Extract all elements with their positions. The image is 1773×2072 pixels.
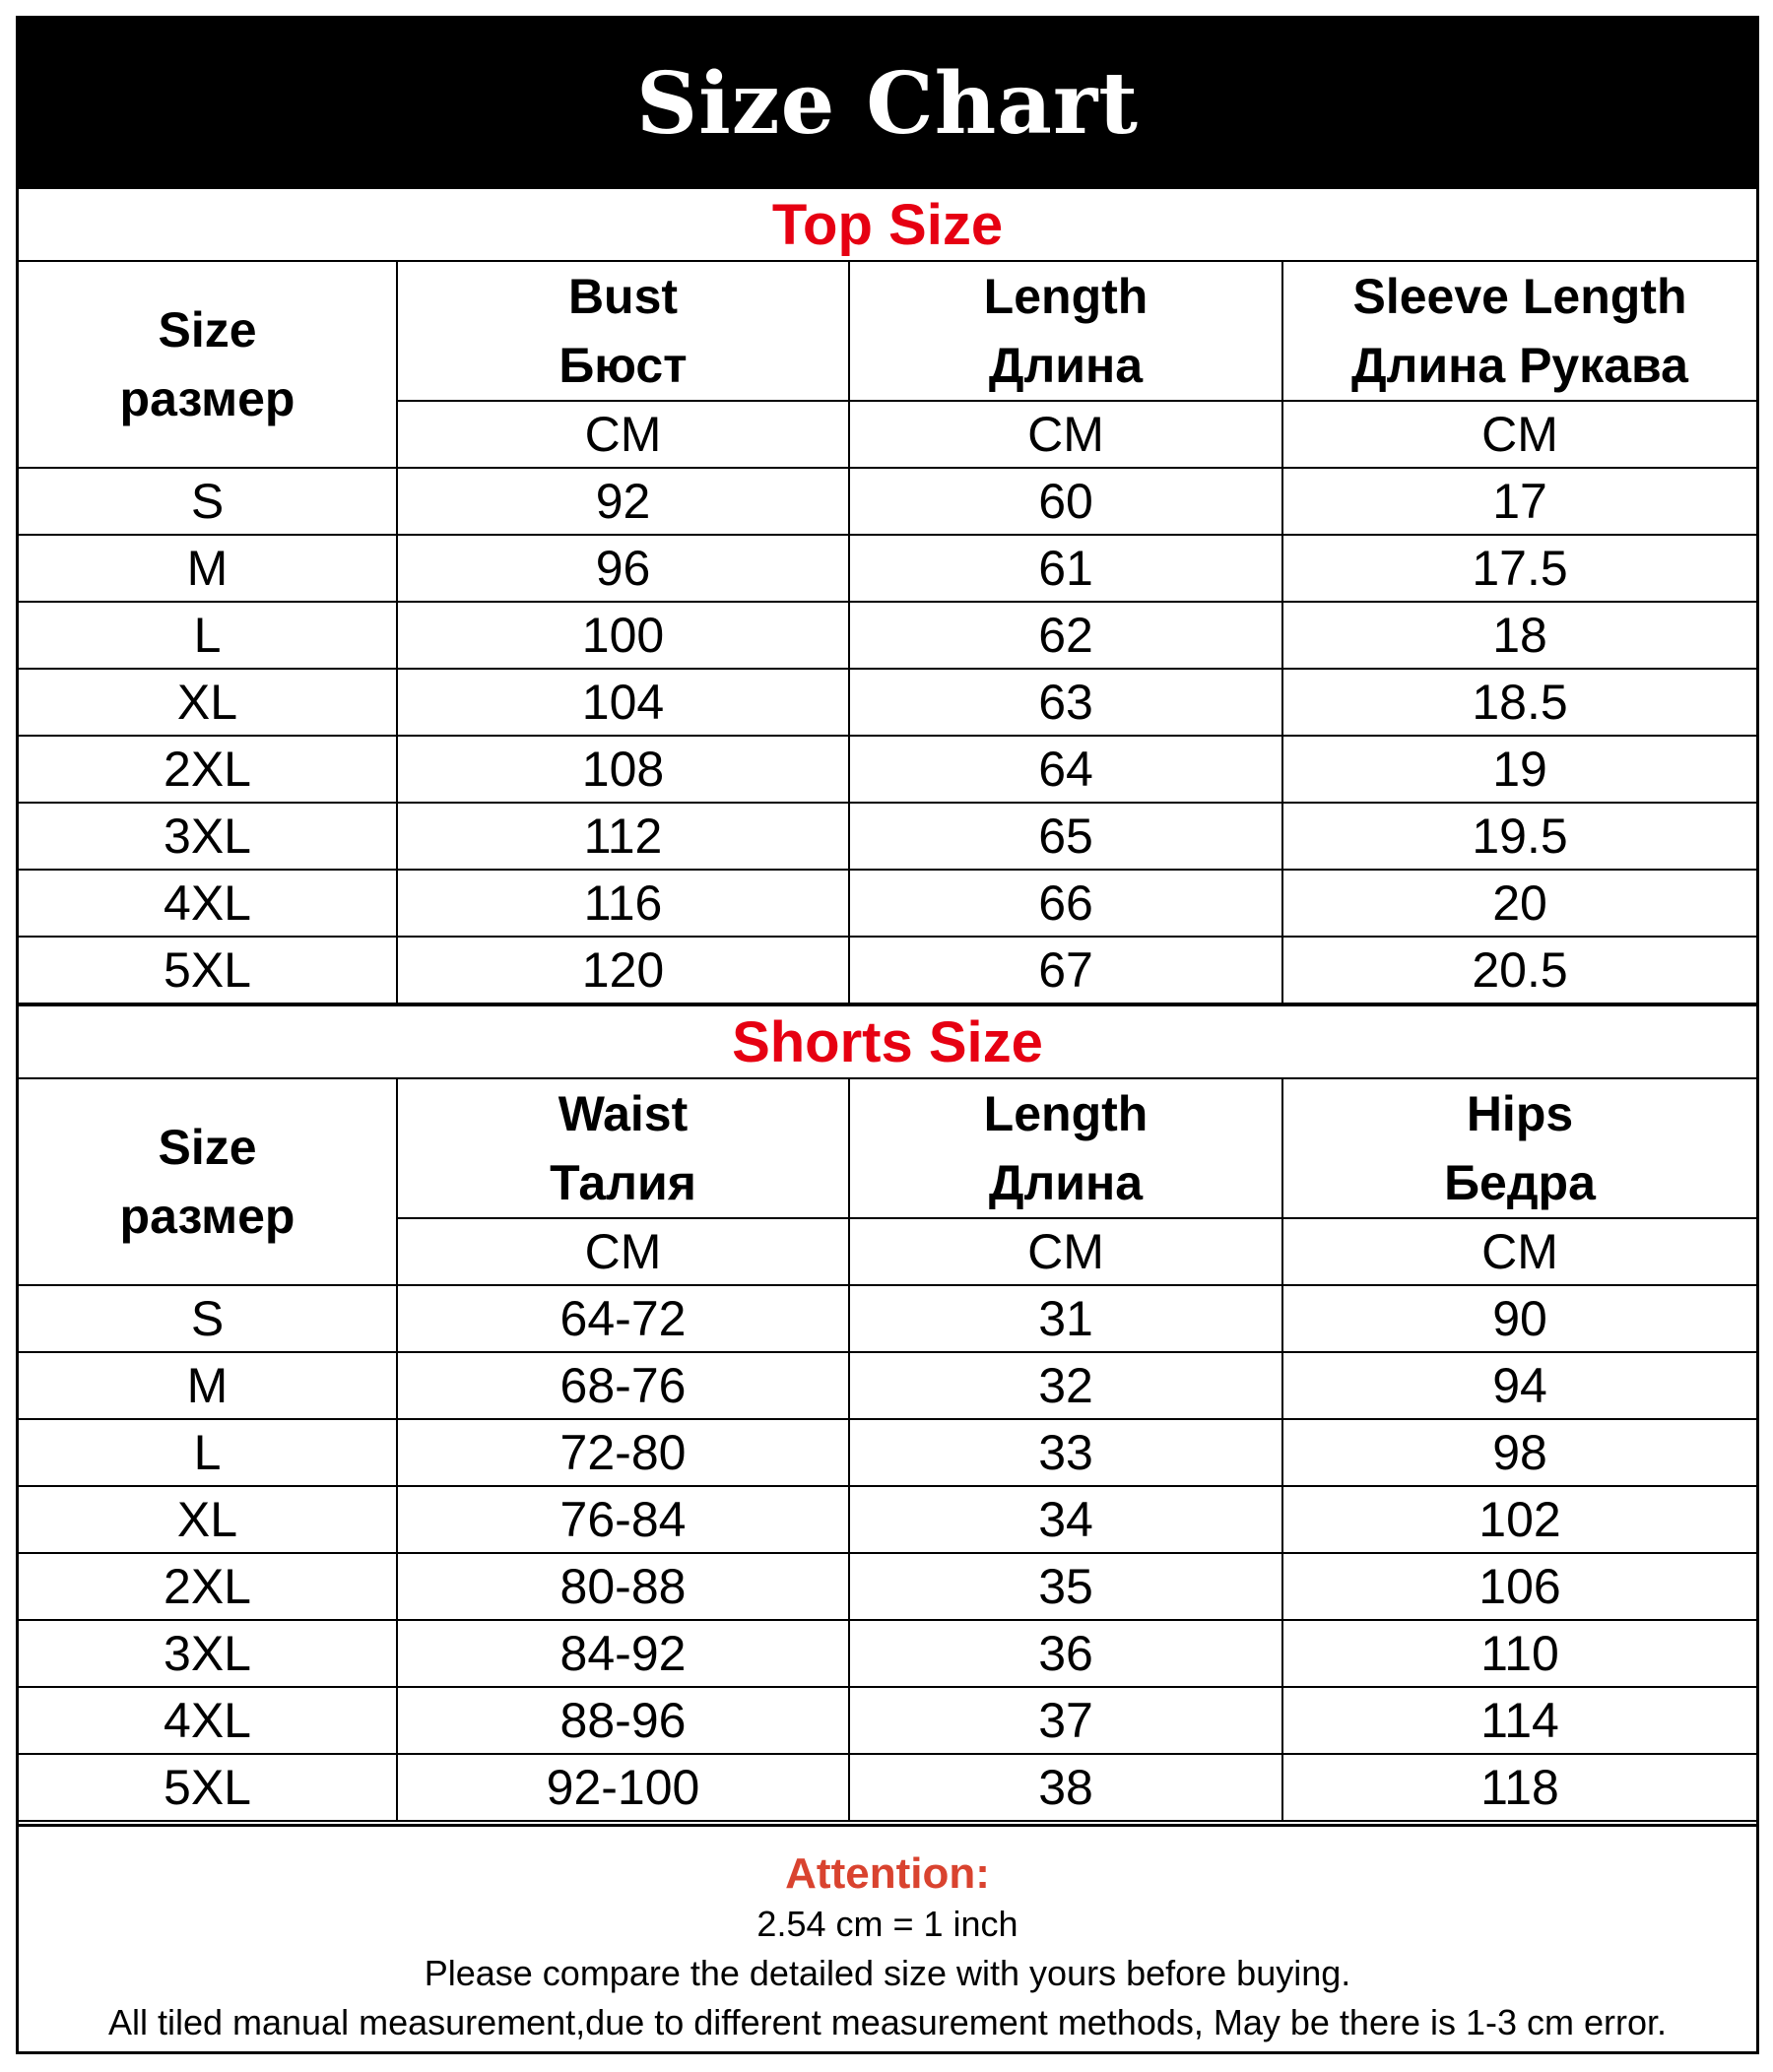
cell-length: 67 <box>849 937 1282 1004</box>
cell-length: 65 <box>849 803 1282 870</box>
cell-waist: 68-76 <box>397 1352 849 1419</box>
cell-hips: 118 <box>1282 1754 1756 1821</box>
cell-size: 5XL <box>19 937 397 1004</box>
header-length-ru: Длина <box>988 338 1144 393</box>
cell-waist: 92-100 <box>397 1754 849 1821</box>
unit-bust: CM <box>397 401 849 468</box>
cell-length: 38 <box>849 1754 1282 1821</box>
cell-length: 62 <box>849 602 1282 669</box>
unit-waist: CM <box>397 1218 849 1285</box>
table-row <box>19 468 1756 535</box>
cell-waist: 64-72 <box>397 1285 849 1352</box>
header-size-ru: размер <box>119 371 296 426</box>
unit-length: CM <box>849 1218 1282 1285</box>
top-size-table <box>19 262 1756 1004</box>
header-waist-ru: Талия <box>550 1155 696 1210</box>
table-row <box>19 1419 1756 1486</box>
cell-bust: 92 <box>397 468 849 535</box>
cell-hips: 110 <box>1282 1620 1756 1687</box>
cell-sleeve-length: 18.5 <box>1282 669 1756 736</box>
header-hips-en: Hips <box>1466 1086 1574 1141</box>
cell-hips: 106 <box>1282 1553 1756 1620</box>
cell-size: 4XL <box>19 870 397 937</box>
cell-hips: 114 <box>1282 1687 1756 1754</box>
cell-waist: 88-96 <box>397 1687 849 1754</box>
cell-sleeve-length: 19 <box>1282 736 1756 803</box>
cell-hips: 98 <box>1282 1419 1756 1486</box>
table-row <box>19 1285 1756 1352</box>
cell-size: S <box>19 468 397 535</box>
cell-sleeve-length: 20 <box>1282 870 1756 937</box>
cell-size: L <box>19 1419 397 1486</box>
cell-size: 3XL <box>19 803 397 870</box>
cell-size: 4XL <box>19 1687 397 1754</box>
unit-sleeve-length: CM <box>1282 401 1756 468</box>
table-row <box>19 669 1756 736</box>
cell-length: 32 <box>849 1352 1282 1419</box>
cell-length: 34 <box>849 1486 1282 1553</box>
cell-waist: 80-88 <box>397 1553 849 1620</box>
header-length-en: Length <box>983 269 1149 324</box>
cell-size: M <box>19 1352 397 1419</box>
shorts-size-header-waist <box>397 1079 849 1218</box>
cell-size: 5XL <box>19 1754 397 1821</box>
shorts-size-header-size <box>19 1079 397 1285</box>
table-row <box>19 1352 1756 1419</box>
shorts-size-table <box>19 1079 1756 1822</box>
table-row <box>19 535 1756 602</box>
cell-bust: 108 <box>397 736 849 803</box>
cell-waist: 76-84 <box>397 1486 849 1553</box>
cell-length: 60 <box>849 468 1282 535</box>
table-row <box>19 803 1756 870</box>
cell-size: XL <box>19 1486 397 1553</box>
cell-size: 2XL <box>19 1553 397 1620</box>
cell-length: 66 <box>849 870 1282 937</box>
table-row <box>19 1754 1756 1821</box>
top-size-header-size <box>19 262 397 468</box>
attention-line-error: All tiled manual measurement,due to different measurement methods, May be there is 1-3 cm error. <box>107 2002 1668 2042</box>
header-size-en: Size <box>158 302 257 357</box>
top-size-header-bust <box>397 262 849 401</box>
page-title: Size Chart <box>635 54 1139 154</box>
cell-length: 33 <box>849 1419 1282 1486</box>
header-bust-ru: Бюст <box>558 338 688 393</box>
size-chart-frame <box>16 16 1759 2054</box>
cell-sleeve-length: 20.5 <box>1282 937 1756 1004</box>
table-row <box>19 937 1756 1004</box>
table-row <box>19 736 1756 803</box>
top-size-title-text: Top Size <box>771 192 1004 257</box>
cell-hips: 102 <box>1282 1486 1756 1553</box>
shorts-size-title <box>19 1004 1756 1079</box>
cell-length: 64 <box>849 736 1282 803</box>
header-waist-en: Waist <box>558 1086 689 1141</box>
cell-size: 2XL <box>19 736 397 803</box>
cell-size: S <box>19 1285 397 1352</box>
cell-length: 31 <box>849 1285 1282 1352</box>
attention-line-conversion: 2.54 cm = 1 inch <box>756 1904 1018 1944</box>
cell-size: XL <box>19 669 397 736</box>
header-length-ru: Длина <box>988 1155 1144 1210</box>
attention-line-compare: Please compare the detailed size with yours before buying. <box>424 1953 1351 1993</box>
unit-length: CM <box>849 401 1282 468</box>
cell-bust: 104 <box>397 669 849 736</box>
header-sleeve-en: Sleeve Length <box>1352 269 1687 324</box>
cell-bust: 100 <box>397 602 849 669</box>
table-row <box>19 1620 1756 1687</box>
table-row <box>19 1486 1756 1553</box>
shorts-size-header-hips <box>1282 1079 1756 1218</box>
cell-bust: 116 <box>397 870 849 937</box>
shorts-size-header-length <box>849 1079 1282 1218</box>
cell-sleeve-length: 17.5 <box>1282 535 1756 602</box>
cell-bust: 112 <box>397 803 849 870</box>
cell-size: 3XL <box>19 1620 397 1687</box>
top-size-title <box>19 189 1756 262</box>
header-size-en: Size <box>158 1120 257 1175</box>
cell-length: 35 <box>849 1553 1282 1620</box>
header-size-ru: размер <box>119 1189 296 1244</box>
attention-title: Attention: <box>785 1849 990 1898</box>
shorts-size-title-text: Shorts Size <box>732 1009 1043 1074</box>
cell-length: 63 <box>849 669 1282 736</box>
top-size-header-row <box>19 262 1756 401</box>
cell-bust: 120 <box>397 937 849 1004</box>
cell-sleeve-length: 18 <box>1282 602 1756 669</box>
cell-sleeve-length: 19.5 <box>1282 803 1756 870</box>
cell-sleeve-length: 17 <box>1282 468 1756 535</box>
cell-waist: 84-92 <box>397 1620 849 1687</box>
attention-notes <box>19 1824 1756 2051</box>
cell-hips: 90 <box>1282 1285 1756 1352</box>
shorts-size-header-row <box>19 1079 1756 1218</box>
top-size-header-sleeve-length <box>1282 262 1756 401</box>
unit-hips: CM <box>1282 1218 1756 1285</box>
header-length-en: Length <box>983 1086 1149 1141</box>
table-row <box>19 1687 1756 1754</box>
cell-bust: 96 <box>397 535 849 602</box>
header-hips-ru: Бедра <box>1444 1155 1596 1210</box>
cell-length: 61 <box>849 535 1282 602</box>
cell-size: L <box>19 602 397 669</box>
cell-length: 36 <box>849 1620 1282 1687</box>
cell-size: M <box>19 535 397 602</box>
header-sleeve-ru: Длина Рукава <box>1351 338 1688 393</box>
page-title-banner <box>19 19 1756 189</box>
table-row <box>19 870 1756 937</box>
table-row <box>19 602 1756 669</box>
cell-length: 37 <box>849 1687 1282 1754</box>
cell-hips: 94 <box>1282 1352 1756 1419</box>
top-size-header-length <box>849 262 1282 401</box>
header-bust-en: Bust <box>567 269 679 324</box>
table-row <box>19 1553 1756 1620</box>
cell-waist: 72-80 <box>397 1419 849 1486</box>
